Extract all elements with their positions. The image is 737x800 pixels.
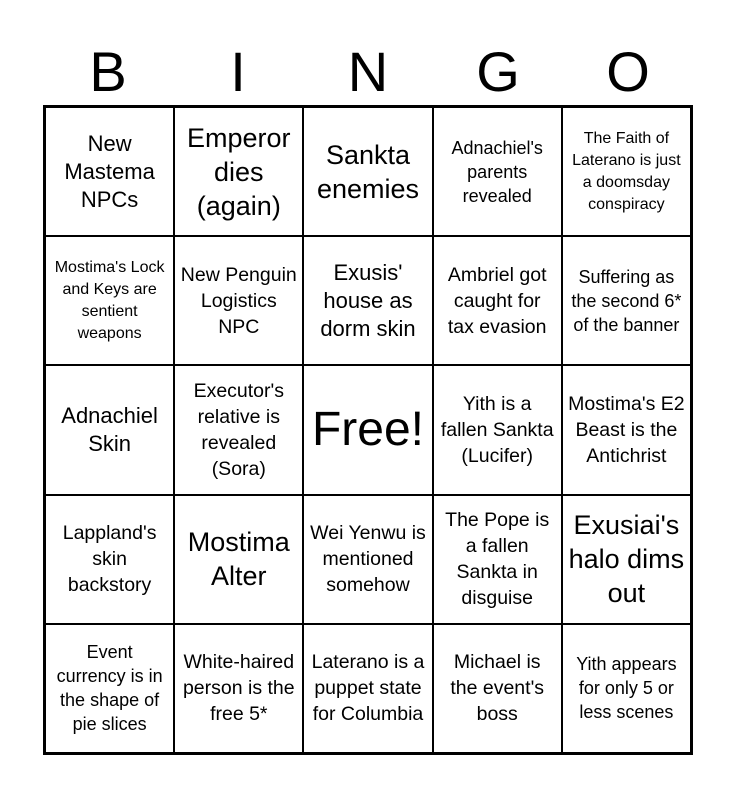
bingo-cell[interactable] — [45, 236, 174, 365]
bingo-header — [43, 40, 693, 104]
bingo-cell-text: Laterano is a puppet state for Columbia — [311, 651, 425, 726]
bingo-cell-text: Adnachiel's parents revealed — [451, 137, 543, 206]
bingo-cell[interactable] — [433, 236, 562, 365]
bingo-cell[interactable] — [174, 495, 303, 624]
bingo-cell[interactable] — [45, 624, 174, 753]
bingo-cell[interactable] — [174, 236, 303, 365]
bingo-cell[interactable] — [562, 107, 691, 236]
bingo-cell-text: The Pope is a fallen Sankta in disguise — [445, 509, 550, 610]
bingo-cell-text: Ambriel got caught for tax evasion — [447, 263, 547, 338]
header-letter-o: O — [606, 40, 650, 103]
bingo-cell-text: Emperor dies (again) — [187, 122, 291, 221]
header-letter-b: B — [89, 40, 127, 103]
header-letter-g: G — [476, 40, 520, 103]
free-space-cell[interactable] — [303, 365, 432, 494]
header-letter-n: N — [347, 40, 389, 103]
bingo-cell[interactable] — [45, 107, 174, 236]
bingo-cell-text: Yith is a fallen Sankta (Lucifer) — [440, 392, 554, 467]
bingo-cell[interactable] — [433, 495, 562, 624]
bingo-cell-text: Free! — [311, 402, 424, 456]
bingo-cell-text: Executor's relative is revealed (Sora) — [193, 379, 284, 480]
bingo-cell-text: Event currency is in the shape of pie slices — [56, 642, 163, 735]
bingo-cell[interactable] — [303, 107, 432, 236]
bingo-cell[interactable] — [303, 495, 432, 624]
bingo-cell-text: White-haired person is the free 5* — [182, 651, 295, 726]
bingo-cell[interactable] — [433, 365, 562, 494]
bingo-cell-text: Lappland's skin backstory — [62, 522, 157, 597]
bingo-cell[interactable] — [433, 624, 562, 753]
bingo-cell[interactable] — [45, 365, 174, 494]
bingo-cell-text: Sankta enemies — [316, 139, 420, 204]
bingo-cell[interactable] — [562, 365, 691, 494]
bingo-cell-text: New Mastema NPCs — [64, 130, 155, 212]
bingo-cell-text: Exusiai's halo dims out — [568, 510, 685, 609]
header-letter-i: I — [230, 40, 246, 103]
bingo-cell-text: Exusis' house as dorm skin — [320, 259, 416, 341]
bingo-cell[interactable] — [433, 107, 562, 236]
bingo-cell[interactable] — [303, 624, 432, 753]
bingo-cell-text: The Faith of Laterano is just a doomsday conspiracy — [572, 129, 681, 213]
bingo-cell-text: New Penguin Logistics NPC — [180, 263, 297, 338]
bingo-cell-text: Wei Yenwu is mentioned somehow — [310, 522, 426, 597]
bingo-cell-text: Mostima Alter — [187, 527, 290, 592]
bingo-cell[interactable] — [174, 365, 303, 494]
bingo-cell[interactable] — [174, 624, 303, 753]
bingo-cell[interactable] — [562, 624, 691, 753]
bingo-cell-text: Mostima's Lock and Keys are sentient weapons — [54, 258, 165, 342]
bingo-cell[interactable] — [174, 107, 303, 236]
bingo-cell-text: Michael is the event's boss — [450, 651, 545, 726]
bingo-cell-text: Adnachiel Skin — [61, 402, 158, 456]
bingo-cell-text: Yith appears for only 5 or less scenes — [576, 654, 677, 723]
bingo-cell-text: Suffering as the second 6* of the banner — [571, 266, 682, 335]
bingo-cell-text: Mostima's E2 Beast is the Antichrist — [568, 392, 685, 467]
bingo-cell[interactable] — [45, 495, 174, 624]
bingo-cell[interactable] — [303, 236, 432, 365]
bingo-cell[interactable] — [562, 495, 691, 624]
bingo-board — [43, 105, 693, 755]
bingo-cell[interactable] — [562, 236, 691, 365]
